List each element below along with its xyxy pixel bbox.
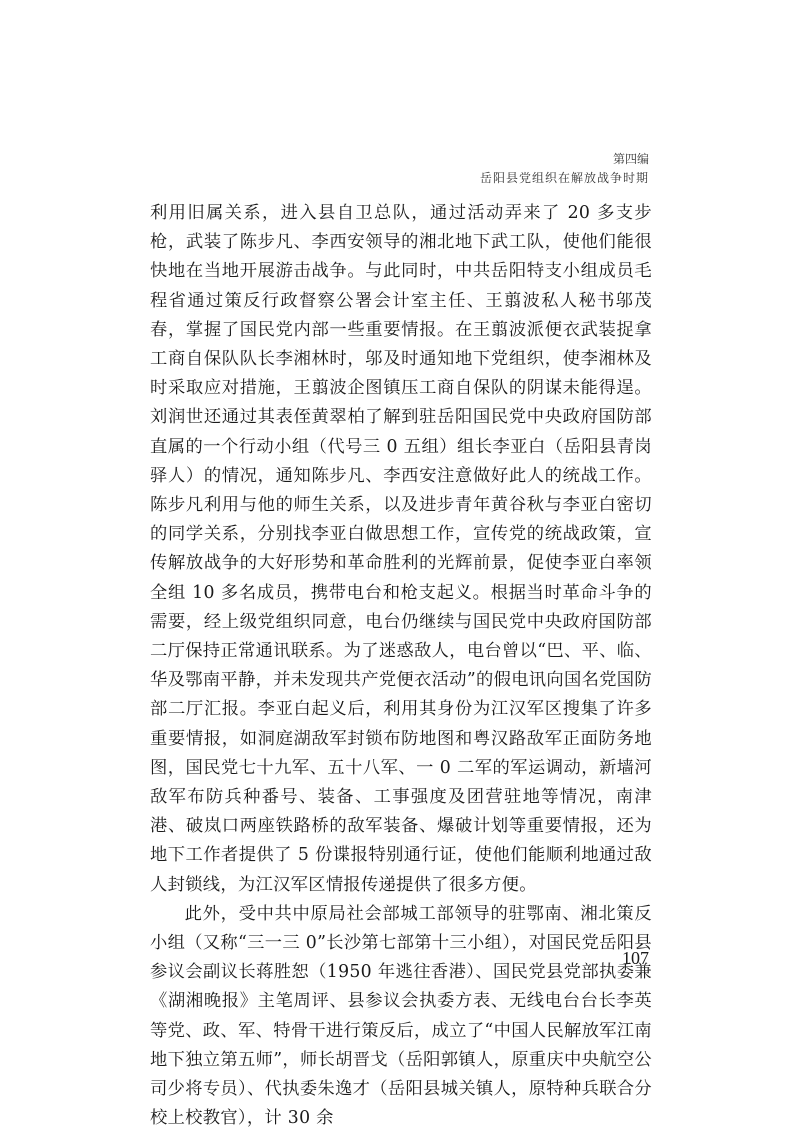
chapter-subtitle: 岳阳县党组织在解放战争时期 [479, 171, 649, 185]
paragraph: 此外，受中共中原局社会部城工部领导的驻鄂南、湘北策反小组（又称“三一三 0”长沙第七部第十三小组），对国民党岳阳县参议会副议长蒋胜恕（1950 年逃往香港）、国民党县党部执委兼《湖湘晚报》主笔周评、县参议会执委方表、无线电台台长李英等党、政、军、特骨干进行策反后，成立了“中国人民解放军江南地下独立第五师”，师长胡晋戈（岳阳郭镇人，原重庆中央航空公司少将专员）、代执委朱逸才（岳阳县城关镇人，原特种兵联合分校上校教官），计 30 余 [150, 903, 652, 1129]
header-rule [150, 192, 649, 193]
body-text [150, 199, 652, 1134]
page-number: 107 [622, 948, 649, 968]
paragraph-continued: 利用旧属关系，进入县自卫总队，通过活动弄来了 20 多支步枪，武装了陈步凡、李西安领导的湘北地下武工队，使他们能很快地在当地开展游击战争。与此同时，中共岳阳特支小组成员毛程省通过策反行政督察公署会计室主任、王翦波私人秘书邬茂春，掌握了国民党内部一些重要情报。在王翦波派便衣武装捉拿工商自保队队长李湘林时，邬及时通知地下党组织，使李湘林及时采取应对措施，王翦波企图镇压工商自保队的阴谋未能得逞。刘润世还通过其表侄黄翠柏了解到驻岳阳国民党中央政府国防部直属的一个行动小组（代号三 0 五组）组长李亚白（岳阳县青岗驿人）的情况，通知陈步凡、李西安注意做好此人的统战工作。陈步凡利用与他的师生关系，以及进步青年黄谷秋与李亚白密切的同学关系，分别找李亚白做思想工作，宣传党的统战政策，宣传解放战争的大好形势和革命胜利的光辉前景，促使李亚白率领全组 10 多名成员，携带电台和枪支起义。根据当时革命斗争的需要，经上级党组织同意，电台仍继续与国民党中央政府国防部二厅保持正常通讯联系。为了迷惑敌人，电台曾以“巴、平、临、华及鄂南平静，并未发现共产党便衣活动”的假电讯向国名党国防部二厅汇报。李亚白起义后，利用其身份为江汉军区搜集了许多重要情报，如洞庭湖敌军封锁布防地图和粤汉路敌军正面防务地图，国民党七十九军、五十八军、一 0 二军的军运调动，新墙河敌军布防兵种番号、装备、工事强度及团营驻地等情况，南津港、破岚口两座铁路桥的敌军装备、爆破计划等重要情报，还为地下工作者提供了 5 份谍报特别通行证，使他们能顺利地通过敌人封锁线，为江汉军区情报传递提供了很多方便。 [150, 203, 652, 895]
running-header [480, 150, 649, 188]
part-title: 第四编 [612, 152, 649, 166]
